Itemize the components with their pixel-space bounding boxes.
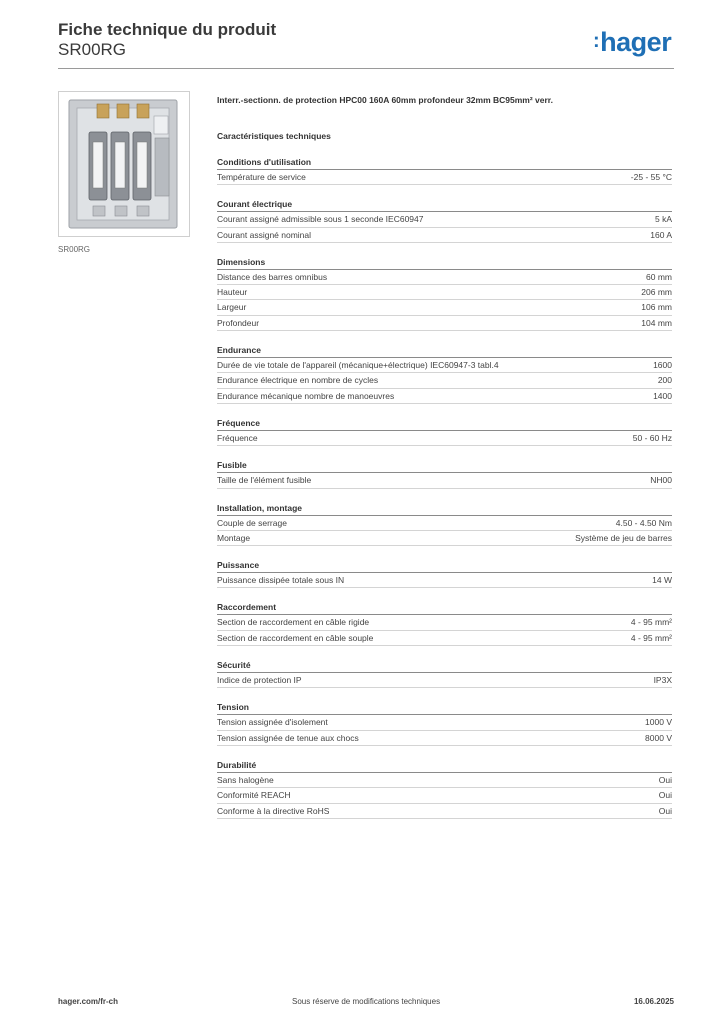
- spec-row: [217, 531, 672, 546]
- fuse-switch-illustration: [59, 92, 189, 236]
- spec-row: [217, 316, 672, 331]
- spec-label: Endurance mécanique nombre de manoeuvres: [217, 390, 395, 401]
- image-caption: SR00RG: [58, 245, 91, 254]
- spec-row: [217, 573, 672, 588]
- spec-value: 104 mm: [641, 317, 672, 328]
- document-header: [58, 20, 276, 60]
- section-heading: Sécurité: [217, 659, 672, 673]
- footer-notice: Sous réserve de modifications techniques: [292, 997, 441, 1006]
- hager-logo: [593, 26, 671, 57]
- section-heading: Dimensions: [217, 256, 672, 270]
- section-heading: Durabilité: [217, 759, 672, 773]
- spec-value: 60 mm: [646, 271, 672, 282]
- spec-label: Hauteur: [217, 287, 248, 298]
- spec-section: [217, 256, 672, 331]
- spec-value: 206 mm: [641, 287, 672, 298]
- footer-website: hager.com/fr-ch: [58, 997, 119, 1006]
- section-heading: Puissance: [217, 559, 672, 573]
- spec-value: 14 W: [652, 575, 672, 586]
- spec-label: Courant assigné nominal: [217, 229, 312, 240]
- spec-label: Montage: [217, 532, 251, 543]
- spec-label: Indice de protection IP: [217, 675, 302, 686]
- spec-label: Durée de vie totale de l'appareil (mécanique+électrique) IEC60947-3 tabl.4: [217, 360, 499, 371]
- spec-label: Courant assigné admissible sous 1 seconde IEC60947: [217, 214, 424, 225]
- spec-label: Sans halogène: [217, 774, 274, 785]
- section-heading: Raccordement: [217, 601, 672, 615]
- spec-content: [217, 94, 672, 819]
- product-image: [58, 91, 190, 237]
- spec-row: [217, 516, 672, 531]
- spec-value: 4 - 95 mm²: [630, 617, 672, 628]
- spec-row: [217, 788, 672, 803]
- spec-value: NH00: [650, 475, 672, 486]
- spec-row: [217, 773, 672, 788]
- spec-section: [217, 417, 672, 446]
- spec-row: [217, 731, 672, 746]
- spec-row: [217, 631, 672, 646]
- spec-row: [217, 285, 672, 300]
- spec-row: [217, 431, 672, 446]
- section-heading: Fréquence: [217, 417, 672, 431]
- section-heading: Endurance: [217, 344, 672, 358]
- spec-section: [217, 198, 672, 243]
- spec-value: 106 mm: [641, 302, 672, 313]
- spec-section: [217, 659, 672, 688]
- spec-label: Largeur: [217, 302, 247, 313]
- spec-section: [217, 156, 672, 185]
- logo-text: hager: [600, 27, 672, 57]
- spec-value: 160 A: [650, 229, 672, 240]
- spec-label: Couple de serrage: [217, 517, 287, 528]
- footer-date: 16.06.2025: [633, 997, 674, 1006]
- spec-row: [217, 212, 672, 227]
- spec-label: Taille de l'élément fusible: [217, 475, 312, 486]
- spec-value: 200: [657, 375, 672, 386]
- spec-label: Température de service: [217, 172, 306, 182]
- spec-row: [217, 373, 672, 388]
- spec-row: [217, 715, 672, 730]
- spec-value: 5 kA: [654, 214, 672, 225]
- spec-label: Endurance électrique en nombre de cycles: [217, 375, 379, 386]
- section-heading: Fusible: [217, 459, 672, 473]
- spec-value: Oui: [658, 805, 672, 816]
- section-heading: Installation, montage: [217, 502, 672, 516]
- spec-label: Conformité REACH: [217, 790, 291, 801]
- header-divider: [58, 68, 674, 69]
- logo-dots: :: [593, 30, 600, 52]
- spec-value: 1000 V: [645, 717, 672, 728]
- spec-section: [217, 344, 672, 404]
- spec-section: [217, 459, 672, 488]
- spec-value: 1400: [653, 390, 672, 401]
- spec-label: Distance des barres omnibus: [217, 271, 328, 282]
- spec-row: [217, 615, 672, 630]
- spec-section: [217, 559, 672, 588]
- product-reference: SR00RG: [58, 40, 127, 59]
- spec-row: [217, 270, 672, 285]
- spec-section: [217, 701, 672, 746]
- spec-row: [217, 358, 672, 373]
- spec-row: [217, 673, 672, 688]
- spec-row: [217, 300, 672, 315]
- spec-label: Section de raccordement en câble rigide: [217, 617, 370, 628]
- section-heading: Courant électrique: [217, 198, 672, 212]
- spec-value: 1600: [653, 360, 672, 371]
- spec-value: Oui: [658, 774, 672, 785]
- product-description: Interr.-sectionn. de protection HPC00 160A 60mm profondeur 32mm BC95mm² verr.: [217, 95, 554, 105]
- page-title: Fiche technique du produit: [58, 20, 277, 39]
- spec-section: [217, 502, 672, 547]
- spec-value: 4.50 - 4.50 Nm: [615, 517, 672, 528]
- spec-row: [217, 389, 672, 404]
- spec-row: [217, 228, 672, 243]
- spec-value: 4 - 95 mm²: [630, 632, 672, 643]
- spec-section: [217, 601, 672, 646]
- spec-value: 8000 V: [645, 732, 672, 743]
- spec-label: Conforme à la directive RoHS: [217, 805, 330, 816]
- spec-row: [217, 473, 672, 488]
- technical-characteristics-title: Caractéristiques techniques: [217, 131, 331, 141]
- spec-label: Tension assignée d'isolement: [217, 717, 328, 728]
- spec-row: [217, 804, 672, 819]
- spec-value: -25 - 55 °C: [630, 172, 672, 182]
- spec-row: [217, 170, 672, 185]
- spec-value: IP3X: [653, 675, 672, 686]
- spec-value: Oui: [658, 790, 672, 801]
- spec-label: Profondeur: [217, 317, 260, 328]
- spec-value: Système de jeu de barres: [575, 532, 672, 543]
- spec-label: Section de raccordement en câble souple: [217, 632, 374, 643]
- section-heading: Tension: [217, 701, 672, 715]
- spec-label: Tension assignée de tenue aux chocs: [217, 732, 359, 743]
- spec-label: Fréquence: [217, 432, 258, 443]
- spec-section: [217, 759, 672, 819]
- section-heading: Conditions d'utilisation: [217, 156, 672, 170]
- spec-value: 50 - 60 Hz: [632, 432, 672, 443]
- spec-label: Puissance dissipée totale sous IN: [217, 575, 345, 586]
- spec-sections: [217, 156, 672, 819]
